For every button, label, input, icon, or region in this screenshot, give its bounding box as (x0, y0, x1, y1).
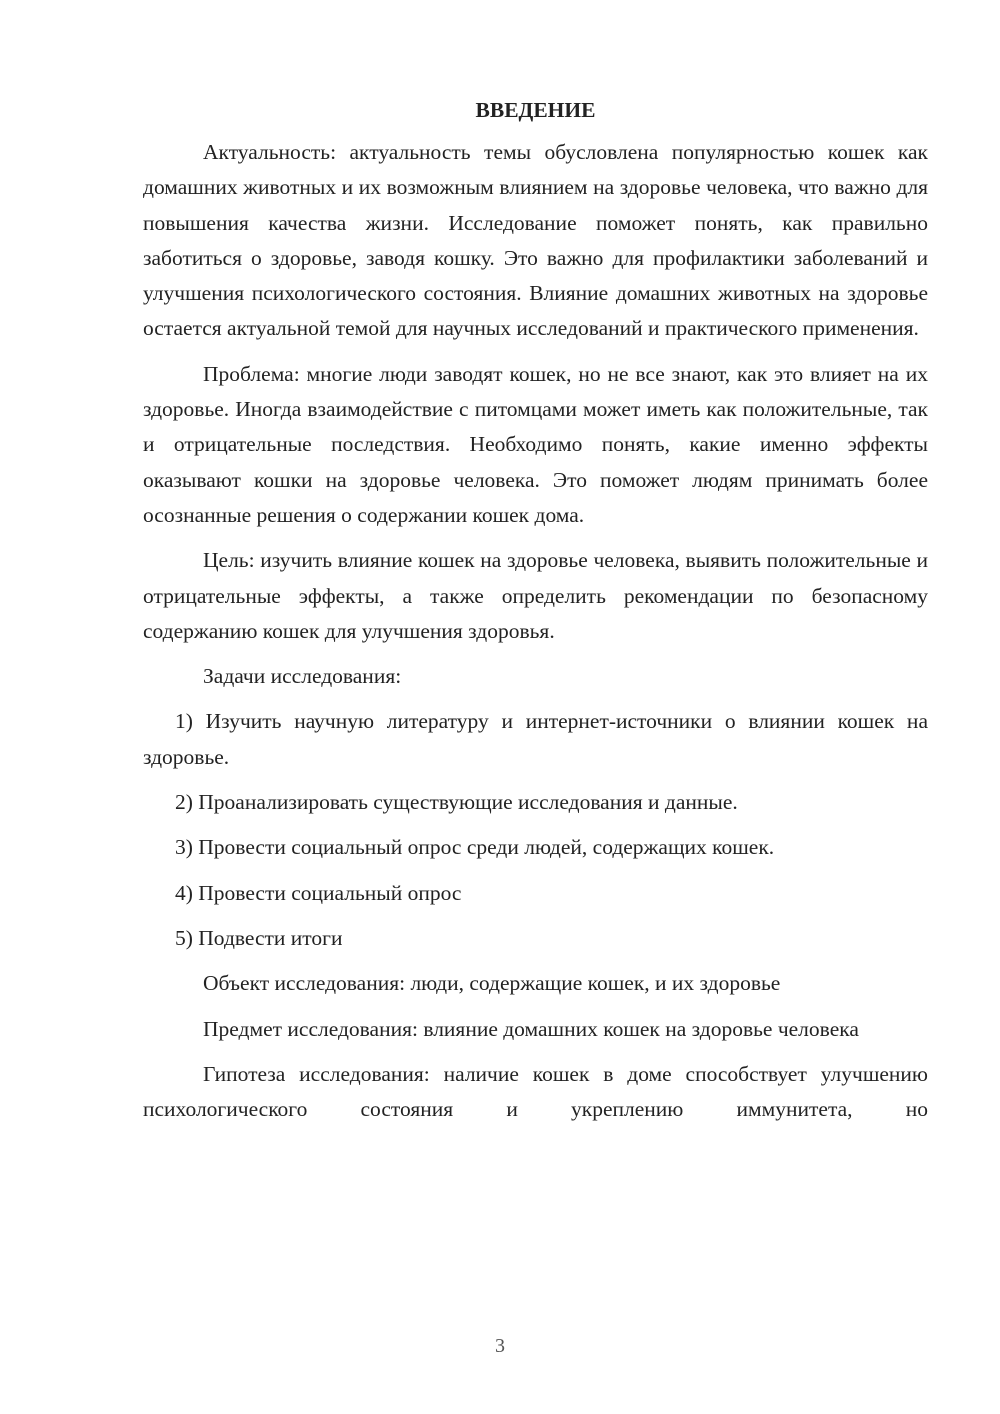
goal-paragraph: Цель: изучить влияние кошек на здоровье человека, выявить положительные и отрицательные эффекты, а также определить рекомендации по безопасному содержанию кошек для улучшения здоровья. (143, 548, 928, 643)
hypothesis-paragraph: Гипотеза исследования: наличие кошек в доме способствует улучшению психологического состояния и укреплению иммунитета, но (143, 1061, 928, 1122)
problem-paragraph: Проблема: многие люди заводят кошек, но не все знают, как это влияет на их здоровье. Иногда взаимодействие с питомцами может иметь как положительные, так и отрицательные последствия. Необходимо понять, какие именно эффекты оказывают кошки на здоровье человека. Это поможет людям принимать более осознанные решения о содержании кошек дома. (143, 361, 928, 527)
page-number: 3 (495, 1335, 505, 1357)
relevance-paragraph: Актуальность: актуальность темы обусловлена популярностью кошек как домашних животных и их возможным влиянием на здоровье человека, что важно для повышения качества жизни. Исследование поможет понять, как правильно заботиться о здоровье, заводя кошку. Это важно для профилактики заболеваний и улучшения психологического состояния. Влияние домашних животных на здоровье остается актуальной темой для научных исследований и практического применения. (143, 140, 928, 341)
subject-paragraph: Предмет исследования: влияние домашних кошек на здоровье человека (203, 1016, 859, 1041)
document-page (143, 95, 928, 1137)
task-item-1: 1) Изучить научную литературу и интернет-источники о влиянии кошек на здоровье. (143, 709, 928, 769)
object-paragraph: Объект исследования: люди, содержащие кошек, и их здоровье (203, 971, 781, 996)
section-title: ВВЕДЕНИЕ (475, 98, 596, 122)
task-item-4: 4) Провести социальный опрос (175, 880, 462, 905)
task-item-2: 2) Проанализировать существующие исследования и данные. (175, 790, 738, 815)
task-item-3: 3) Провести социальный опрос среди людей, содержащих кошек. (175, 835, 775, 860)
tasks-heading: Задачи исследования: (203, 664, 402, 689)
task-item-5: 5) Подвести итоги (175, 925, 343, 950)
